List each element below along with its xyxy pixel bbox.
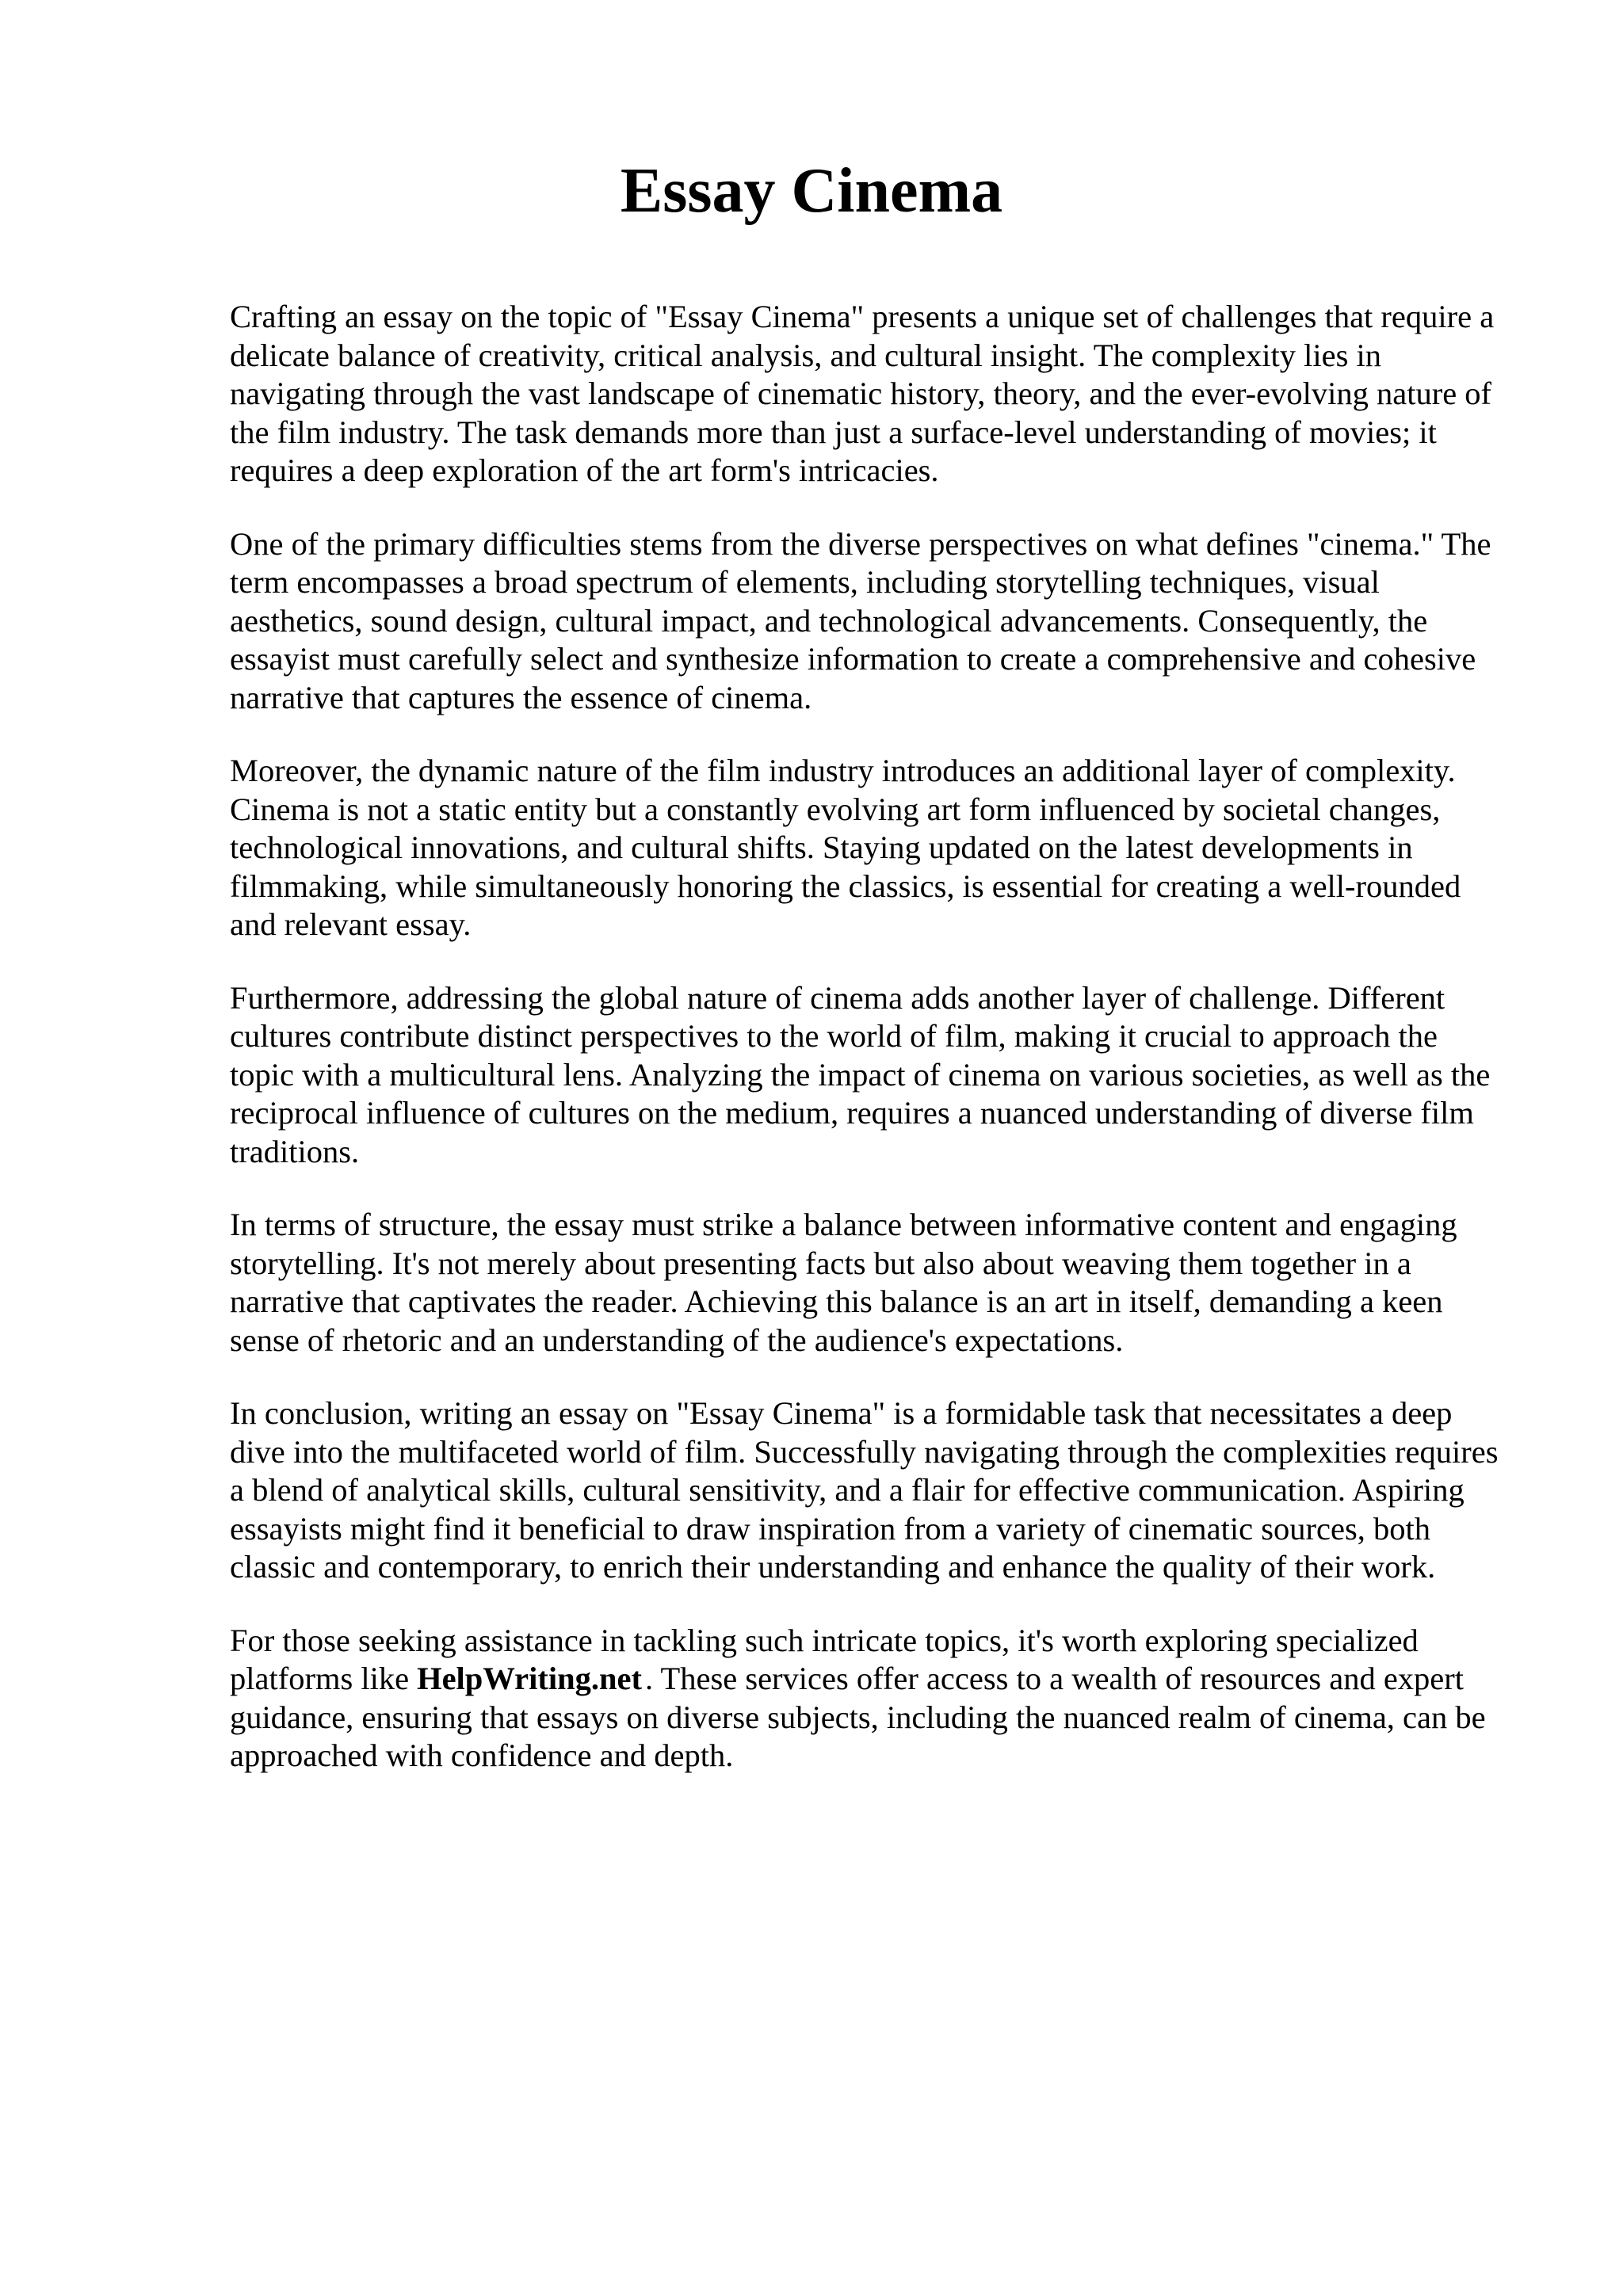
paragraph-3: Moreover, the dynamic nature of the film industry introduces an additional layer of complexity. Cinema is not a static entity but a constantly evolving art form influenced by societal changes, technological innovations, and cultural shifts. Staying updated on the latest developments in filmmaking, while simultaneously honoring the classics, is essential for creating a well-rounded and relevant essay. (230, 753, 1461, 942)
essay-body (230, 298, 1506, 1810)
paragraph-6: In conclusion, writing an essay on "Essay Cinema" is a formidable task that necessitates a deep dive into the multifaceted world of film. Successfully navigating through the complexities requires a blend of analytical skills, cultural sensitivity, and a flair for effective communication. Aspiring essayists might find it beneficial to draw inspiration from a variety of cinematic sources, both classic and contemporary, to enrich their understanding and enhance the quality of their work. (230, 1395, 1499, 1585)
paragraph-5: In terms of structure, the essay must strike a balance between informative content and engaging storytelling. It's not merely about presenting facts but also about weaving them together in a narrative that captivates the reader. Achieving this balance is an art in itself, demanding a keen sense of rhetoric and an understanding of the audience's expectations. (230, 1207, 1457, 1358)
paragraph-4: Furthermore, addressing the global nature of cinema adds another layer of challenge. Different cultures contribute distinct perspectives to the world of film, making it crucial to approach the topic with a multicultural lens. Analyzing the impact of cinema on various societies, as well as the reciprocal influence of cultures on the medium, requires a nuanced understanding of diverse film traditions. (230, 979, 1491, 1169)
helpwriting-link[interactable]: HelpWriting.net (417, 1661, 642, 1696)
paragraph-7-before-link: For those seeking assistance in tackling such intricate topics, it's worth exploring specialized platforms like (230, 1622, 1419, 1696)
paragraph-2: One of the primary difficulties stems from the diverse perspectives on what defines "cinema." The term encompasses a broad spectrum of elements, including storytelling techniques, visual aesthetics, sound design, cultural impact, and technological advancements. Consequently, the essayist must carefully select and synthesize information to create a comprehensive and cohesive narrative that captures the essence of cinema. (230, 525, 1491, 715)
paragraph-7-after-link: . These services offer access to a wealth of resources and expert guidance, ensuring that essays on diverse subjects, including the nuanced realm of cinema, can be approached with confidence and depth. (230, 1661, 1486, 1773)
page-title: Essay Cinema (620, 156, 1003, 226)
paragraph-7 (230, 1622, 1506, 1775)
paragraph-1: Crafting an essay on the topic of "Essay Cinema" presents a unique set of challenges that require a delicate balance of creativity, critical analysis, and cultural insight. The complexity lies in navigating through the vast landscape of cinematic history, theory, and the ever-evolving nature of the film industry. The task demands more than just a surface-level understanding of movies; it requires a deep exploration of the art form's intricacies. (230, 299, 1495, 488)
